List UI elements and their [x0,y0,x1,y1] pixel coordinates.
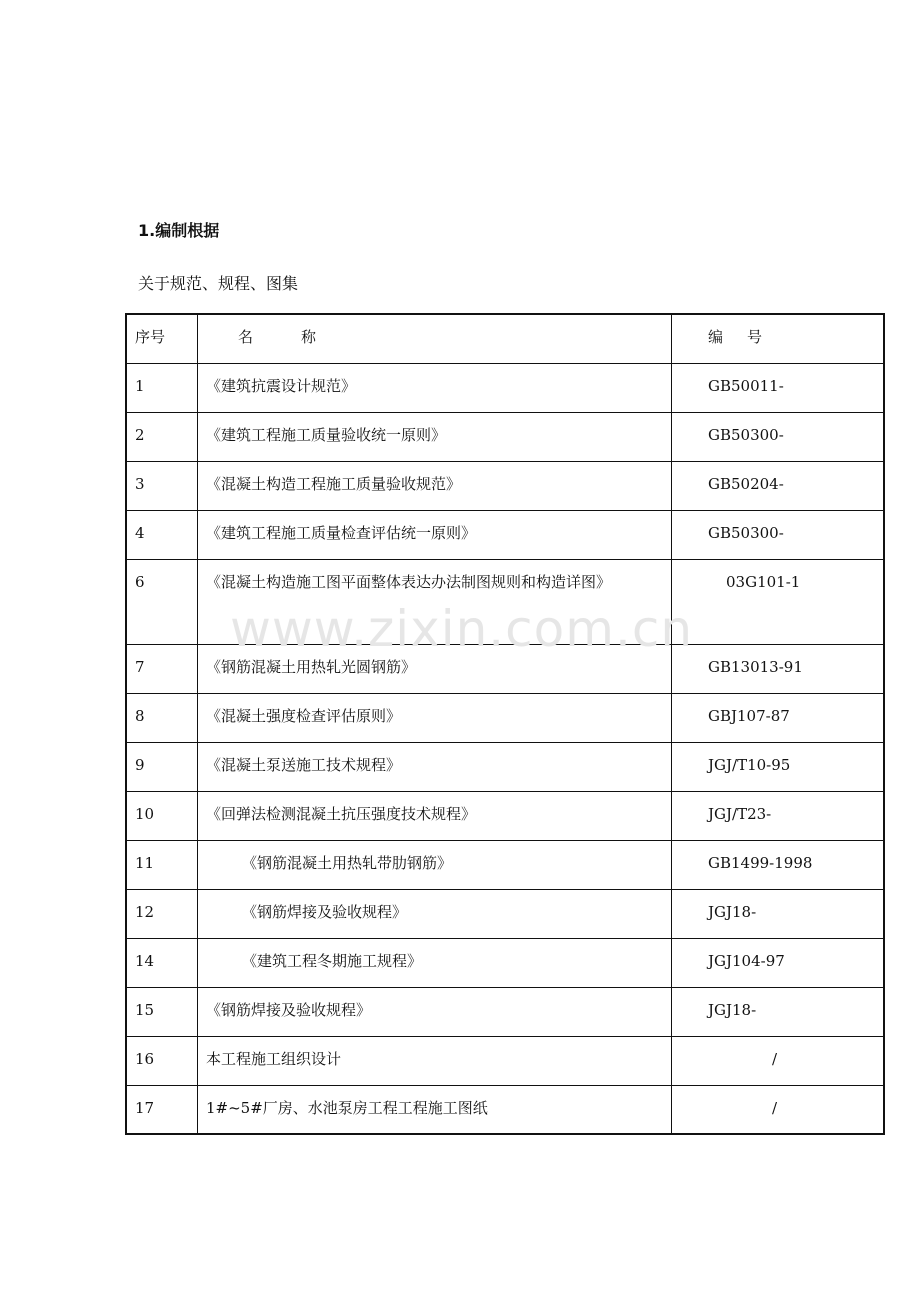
table-row [126,791,884,840]
row-code: JGJ18- [672,987,885,1036]
row-name: 《混凝土构造工程施工质量验收规范》 [198,461,672,510]
row-name: 《钢筋焊接及验收规程》 [198,987,672,1036]
row-no: 10 [126,791,198,840]
table-row [126,363,884,412]
header-name [198,314,672,363]
row-name: 《钢筋混凝土用热轧光圆钢筋》 [198,644,672,693]
row-no: 3 [126,461,198,510]
header-code [672,314,885,363]
row-no: 4 [126,510,198,559]
row-code: GB50011- [672,363,885,412]
standards-table [125,313,885,1135]
row-no: 8 [126,693,198,742]
row-no: 1 [126,363,198,412]
row-name: 《建筑抗震设计规范》 [198,363,672,412]
row-code: 03G101-1 [672,559,885,644]
header-name-a: 名 [238,328,254,346]
row-code: GB13013-91 [672,644,885,693]
row-no: 11 [126,840,198,889]
watermark-text: www.zixin.com.cn [230,600,694,658]
row-name: 《混凝土构造施工图平面整体表达办法制图规则和构造详图》 [198,559,672,644]
row-no: 9 [126,742,198,791]
table-row [126,1036,884,1085]
header-code-b: 号 [747,328,763,346]
table-row [126,461,884,510]
row-code: GB50300- [672,510,885,559]
row-no: 14 [126,938,198,987]
row-code: GB50300- [672,412,885,461]
table-row [126,510,884,559]
table-row [126,889,884,938]
header-no: 序号 [126,314,198,363]
header-code-a: 编 [708,328,724,346]
row-code: / [672,1085,885,1134]
table-row [126,1085,884,1134]
table-row [126,693,884,742]
row-code: GB50204- [672,461,885,510]
row-name: 《建筑工程冬期施工规程》 [198,938,672,987]
table-row [126,987,884,1036]
row-no: 7 [126,644,198,693]
row-code: JGJ18- [672,889,885,938]
row-no: 16 [126,1036,198,1085]
row-code: GB1499-1998 [672,840,885,889]
section-heading: 1.编制根据 [138,221,220,240]
row-code: JGJ/T23- [672,791,885,840]
row-no: 6 [126,559,198,644]
row-name: 《建筑工程施工质量验收统一原则》 [198,412,672,461]
row-name: 《混凝土泵送施工技术规程》 [198,742,672,791]
row-code: GBJ107-87 [672,693,885,742]
row-name: 本工程施工组织设计 [198,1036,672,1085]
row-no: 2 [126,412,198,461]
row-no: 15 [126,987,198,1036]
row-code: JGJ104-97 [672,938,885,987]
row-name: 《钢筋混凝土用热轧带肋钢筋》 [198,840,672,889]
row-name: 1#~5#厂房、水池泵房工程工程施工图纸 [198,1085,672,1134]
row-name: 《回弹法检测混凝土抗压强度技术规程》 [198,791,672,840]
section-subheading: 关于规范、规程、图集 [138,274,299,293]
row-name: 《建筑工程施工质量检查评估统一原则》 [198,510,672,559]
row-code: JGJ/T10-95 [672,742,885,791]
table-row [126,412,884,461]
table-row [126,840,884,889]
table-header-row [126,314,884,363]
row-name: 《钢筋焊接及验收规程》 [198,889,672,938]
row-no: 12 [126,889,198,938]
table-row [126,938,884,987]
row-code: / [672,1036,885,1085]
header-name-b: 称 [301,328,317,346]
row-name: 《混凝土强度检查评估原则》 [198,693,672,742]
table-row [126,742,884,791]
row-no: 17 [126,1085,198,1134]
